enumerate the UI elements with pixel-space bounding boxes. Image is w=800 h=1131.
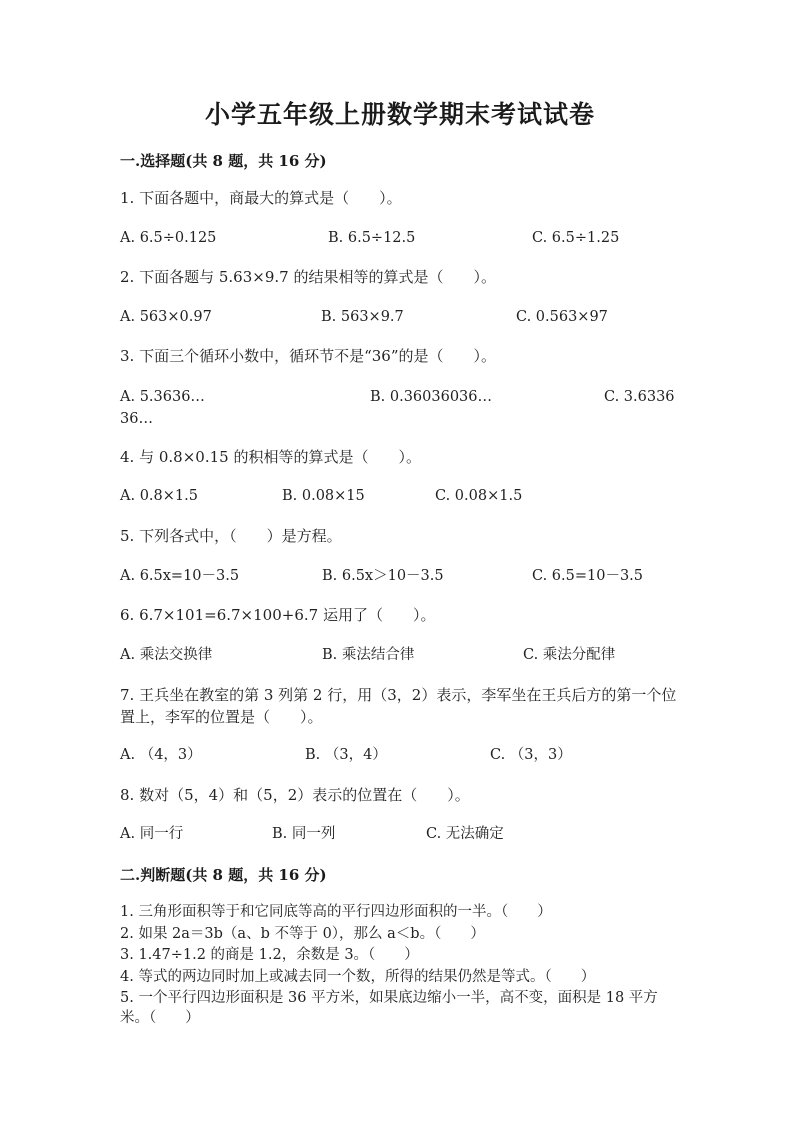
question-3-option-b: B. 0.36036036… bbox=[370, 389, 493, 405]
question-1-option-b: B. 6.5÷12.5 bbox=[328, 230, 416, 246]
question-4-option-a: A. 0.8×1.5 bbox=[120, 488, 198, 504]
question-6: 6. 6.7×101=6.7×100+6.7 运用了（ ）。 bbox=[120, 606, 436, 624]
exam-title: 小学五年级上册数学期末考试试卷 bbox=[204, 100, 595, 129]
question-8-option-c: C. 无法确定 bbox=[426, 826, 504, 842]
question-2-option-b: B. 563×9.7 bbox=[321, 309, 404, 325]
judgement-item-2: 2. 如果 2a＝3b（a、b 不等于 0），那么 a＜b。（ ） bbox=[120, 926, 485, 942]
question-8-option-b: B. 同一列 bbox=[272, 826, 336, 842]
question-2: 2. 下面各题与 5.63×9.7 的结果相等的算式是（ ）。 bbox=[120, 268, 496, 286]
question-5-option-b: B. 6.5x＞10－3.5 bbox=[322, 568, 444, 584]
question-7-option-b: B. （3，4） bbox=[305, 747, 387, 763]
question-7: 7. 王兵坐在教室的第 3 列第 2 行，用（3，2）表示，李军坐在王兵后方的第一个位置上，李军的位置是（ ）。 bbox=[120, 686, 677, 726]
question-2-option-a: A. 563×0.97 bbox=[120, 309, 212, 325]
question-7-option-a: A. （4，3） bbox=[120, 747, 202, 763]
question-4: 4. 与 0.8×0.15 的积相等的算式是（ ）。 bbox=[120, 448, 421, 466]
question-5-option-c: C. 6.5=10－3.5 bbox=[532, 568, 644, 584]
question-1-option-a: A. 6.5÷0.125 bbox=[120, 230, 217, 246]
question-2-option-c: C. 0.563×97 bbox=[516, 309, 608, 325]
question-6-option-a: A. 乘法交换律 bbox=[120, 647, 213, 663]
question-6-option-c: C. 乘法分配律 bbox=[523, 647, 616, 663]
question-7-option-c: C. （3，3） bbox=[490, 747, 572, 763]
question-5: 5. 下列各式中，（ ）是方程。 bbox=[120, 527, 342, 545]
question-8-option-a: A. 同一行 bbox=[120, 826, 184, 842]
question-4-option-c: C. 0.08×1.5 bbox=[435, 488, 523, 504]
judgement-item-5: 5. 一个平行四边形面积是 36 平方米，如果底边缩小一半，高不变，面积是 18 平方米。（ ） bbox=[120, 990, 658, 1026]
section-heading-multiple-choice: 一.选择题(共 8 题，共 16 分) bbox=[120, 152, 327, 170]
question-3-option-a: A. 5.3636… bbox=[120, 389, 205, 405]
question-1-option-c: C. 6.5÷1.25 bbox=[532, 230, 620, 246]
judgement-item-1: 1. 三角形面积等于和它同底等高的平行四边形面积的一半。（ ） bbox=[120, 904, 552, 920]
judgement-item-3: 3. 1.47÷1.2 的商是 1.2，余数是 3。（ ） bbox=[120, 947, 419, 963]
section-heading-true-false: 二.判断题(共 8 题，共 16 分) bbox=[120, 866, 327, 884]
question-5-option-a: A. 6.5x=10－3.5 bbox=[120, 568, 240, 584]
question-4-option-b: B. 0.08×15 bbox=[282, 488, 365, 504]
question-8: 8. 数对（5，4）和（5，2）表示的位置在（ ）。 bbox=[120, 786, 470, 804]
judgement-item-4: 4. 等式的两边同时加上或减去同一个数，所得的结果仍然是等式。（ ） bbox=[120, 969, 596, 985]
question-3: 3. 下面三个循环小数中，循环节不是“36”的是（ ）。 bbox=[120, 347, 497, 365]
question-3-option-c: C. 3.633636… bbox=[120, 389, 675, 427]
question-6-option-b: B. 乘法结合律 bbox=[322, 647, 415, 663]
question-1: 1. 下面各题中，商最大的算式是（ ）。 bbox=[120, 189, 402, 207]
